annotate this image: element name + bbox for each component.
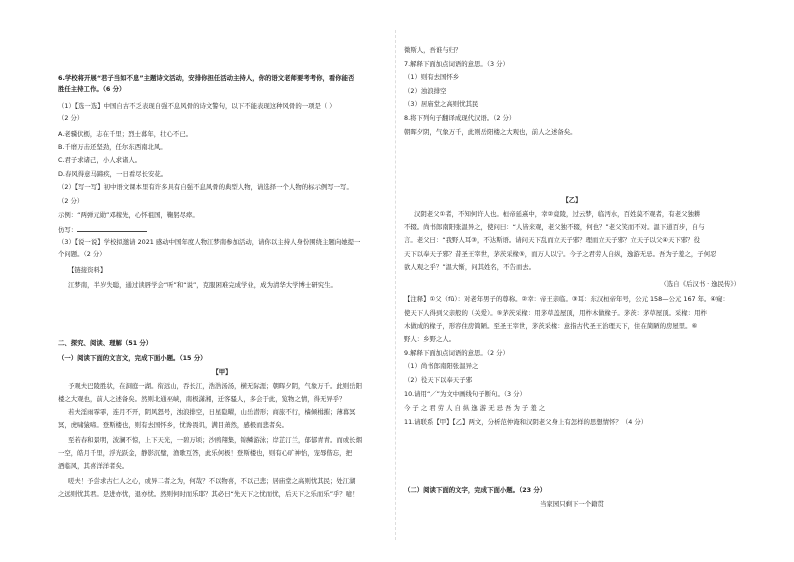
q10-sentence: 今 子 之 君 劳 人 自 纵 逸 游 无 忌 吾 为 子 羞 之 <box>404 404 546 412</box>
link-body: 江梦南，半岁失聪，通过读唇学会“听”和“说”，克服困难完成学业，成为清华大学博士研究生。 <box>68 281 337 289</box>
jia-p2-line2: 冥，虎啸猿啼。登斯楼也，则有去国怀乡，忧谗畏讥，满目萧然，感极而悲者矣。 <box>58 421 289 429</box>
q7-item-2: （2）浊浪排空 <box>404 87 447 95</box>
option-c: C.君子求诸己，小人求诸人。 <box>58 156 142 164</box>
section2-title: （二）阅读下面的文字，完成下面小题。（23 分） <box>404 486 547 494</box>
q6-2-score: （2 分） <box>58 197 84 205</box>
jia-title: 【甲】 <box>212 368 232 376</box>
jia-p3-line2: 一空，皓月千里，浮光跃金，静影沉璧，渔歌互答，此乐何极！登斯楼也，则有心旷神怡，宠辱偕忘，把 <box>58 449 352 457</box>
q6-2-example: 示例：“两弹元勋”邓稼先，心怀祖国，鞠躬尽瘁。 <box>58 211 199 219</box>
option-a: A.老骥伏枥，志在千里；烈士暮年，壮心不已。 <box>58 130 193 138</box>
jia-p3-line1: 至若春和景明，波澜不惊，上下天光，一碧万顷；沙鸥翔集，锦鳞游泳；岸芷汀兰，郁郁青青。而或长烟 <box>68 436 362 444</box>
q10-prompt: 10.请用“／”为文中画线句子断句。（3 分） <box>404 390 526 398</box>
q6-2-answer-label: 仿写： <box>58 226 78 234</box>
jia-p3-line3: 酒临风，其喜洋洋者矣。 <box>58 462 129 470</box>
yi-line3: 言。老父曰：“我野人耳③，不达斯语。请问天下乱而立天子邪？理而立天子邪？立天子以父④天下邪？役 <box>404 236 700 244</box>
article-title: 当家园只剩下一个籍贯 <box>540 500 604 508</box>
answer-blank[interactable] <box>77 225 147 232</box>
sub-title: （一）阅读下面的文言文，完成下面小题。（15 分） <box>58 354 207 362</box>
section-title: 二、探究、阅读、理解（51 分） <box>58 339 153 347</box>
jia-p1-line2: 楼之大观也，前人之述备矣。然则北通巫峡，南极潇湘，迁客骚人，多会于此，览物之情，得无异乎？ <box>58 395 346 403</box>
q8-sentence: 朝晖夕阴，气象万千，此则岳阳楼之大观也，前人之述备矣。 <box>404 128 577 136</box>
q7-prompt: 7.解释下面加点词语的意思。（3 分） <box>404 60 509 68</box>
link-title: 【链接资料】 <box>68 266 107 274</box>
note-line1: 【注释】①父（fǔ）：对老年男子的尊称。②幸：帝王亲临。③耳：东汉桓帝年号，公元 158—公元 167 年。④窥： <box>404 295 729 303</box>
q6-2-answer-line <box>58 225 147 234</box>
note-line4: 野人：乡野之人。 <box>404 335 456 343</box>
q6-intro-cont: 胜任主持工作。（6 分） <box>58 85 126 93</box>
q6-3-prompt: （3）【说一说】学校拟邀请 2021 感动中国年度人物江梦南参加活动，请你以主持人身份围绕主题向她提一 <box>58 238 361 246</box>
jia-p2-line1: 若夫淫雨霏霏，连月不开，阴风怒号，浊浪排空，日星隐曜，山岳潜形；商旅不行，樯倾楫摧；薄暮冥 <box>68 408 356 416</box>
yi-line1: 汉阴老父①者，不知何许人也。桓帝延熹中，幸②竟陵，过云梦，临沔水，百姓莫不观者，有老父独耕 <box>414 210 701 218</box>
q7-item-3: （3）居庙堂之高则忧其民 <box>404 100 479 108</box>
q7-item-1: （1）则有去国怀乡 <box>404 73 460 81</box>
yi-line2: 不辍。尚书郎南阳张温异之，使问曰：“人皆来观，老父独不辍，何也？”老父笑而不对。温下道百步，自与 <box>404 223 705 231</box>
jia-p4-line1: 嗟夫！予尝求古仁人之心，或异二者之为，何哉？不以物喜，不以己悲；居庙堂之高则忧其民；处江湖 <box>68 477 356 485</box>
option-d: D.春风得意马蹄疾，一日看尽长安花。 <box>58 170 168 178</box>
q6-1-score: （2 分） <box>58 114 84 122</box>
q9-prompt: 9.解释下面加点词语的意思。（2 分） <box>404 349 509 357</box>
yi-line4: 天下以奉天子邪？昔圣王宰世，茅茨采椽⑤，而万人以宁。今子之君劳人自纵，逸游无忌。吾为子羞之，子何忍 <box>404 250 717 258</box>
q11-prompt: 11.请联系【甲】【乙】两文，分析范仲淹和汉阴老父身上有怎样的思想情怀？（4 分） <box>404 418 648 426</box>
q9-item-1: （1）尚书郎南阳张温异之 <box>404 362 479 370</box>
q6-1-prompt: （1）【选一选】中国自古不乏表现自强不息风骨的诗文警句，以下不能表现这种风骨的一项是（ ） <box>58 102 336 110</box>
q8-prompt: 8.将下列句子翻译成现代汉语。（2 分） <box>404 114 516 122</box>
yi-line5: 欲人观之乎？”温大惭，问其姓名，不告而去。 <box>404 263 536 271</box>
note-line3: 木做成的椽子，形容住房简陋。至圣王宰世，茅茨采椽：意指古代圣王治理天下，住在简陋的房屋里。⑥ <box>404 322 698 330</box>
q6-2-prompt: （2）【写一写】初中语文课本里有许多具有自强不息风骨的典型人物，请选择一个人物的标示例写一写。 <box>58 183 353 191</box>
q6-intro: 6.学校将开展“君子当如不息”主题诗文活动，安排你担任活动主持人，你的语文老师要考考你，看你能否 <box>58 74 355 82</box>
yi-title: 【乙】 <box>562 196 582 204</box>
jia-p4-line2: 之远则忧其君。是进亦忧，退亦忧。然则何时而乐耶？其必曰“先天下之忧而忧，后天下之乐而乐”乎？噫！ <box>58 490 359 498</box>
yi-source: （选自《后汉书 · 逸民传》） <box>660 280 740 288</box>
note-line2: 使天下人得到父亲般的（关爱）。⑤茅茨采椽：用茅草盖屋顶，用柞木做椽子。茅茨：茅草屋顶。采椽：用柞 <box>404 309 707 317</box>
q6-3-prompt-cont: 个问题。（2 分） <box>58 250 106 258</box>
jia-p1-line1: 予观夫巴陵胜状，在洞庭一湖。衔远山，吞长江，浩浩汤汤，横无际涯；朝晖夕阴，气象万千。此则岳阳 <box>68 382 362 390</box>
option-b: B.千磨万击还坚劲，任尔东西南北风。 <box>58 143 167 151</box>
page-fold-divider <box>395 30 396 540</box>
jia-ending: 微斯人，吾谁与归？ <box>404 46 462 54</box>
q9-item-2: （2）役天下以奉天子邪 <box>404 376 472 384</box>
